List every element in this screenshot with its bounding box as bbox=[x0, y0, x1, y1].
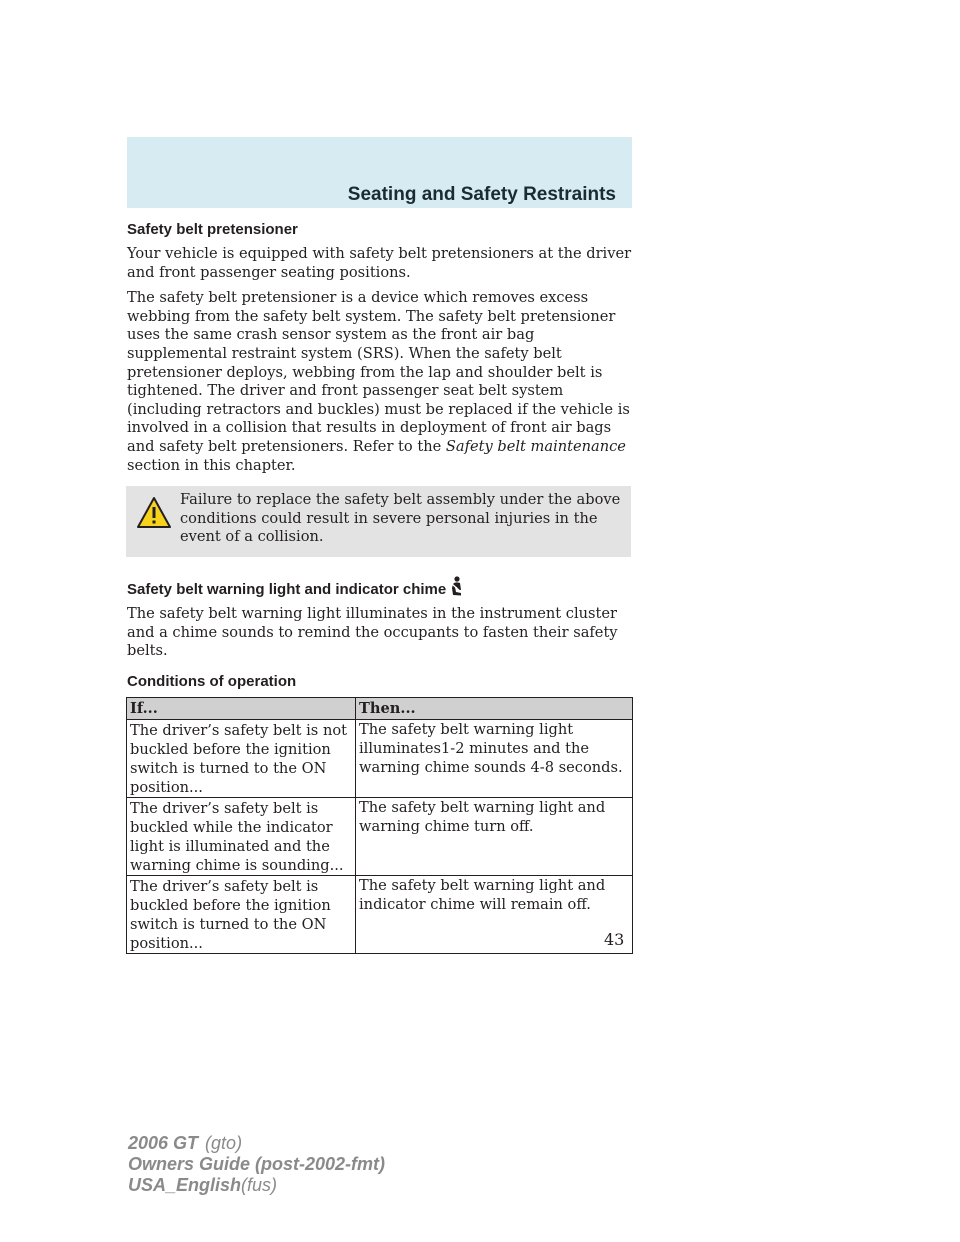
table-cell: The safety belt warning light and indicator chime will remain off. bbox=[356, 875, 633, 953]
table-row bbox=[127, 875, 633, 953]
table-header-row bbox=[127, 697, 633, 719]
column-header-then: Then... bbox=[356, 697, 633, 719]
heading-warning-light bbox=[127, 576, 632, 600]
header-band bbox=[127, 137, 632, 208]
footer-model-code: (gto) bbox=[205, 1133, 243, 1153]
paragraph-pretensioner-detail bbox=[127, 289, 632, 475]
footer-language: USA_English bbox=[128, 1175, 242, 1195]
warning-triangle-icon bbox=[136, 496, 172, 530]
heading-pretensioner: Safety belt pretensioner bbox=[127, 221, 298, 238]
table-cell: The driver’s safety belt is buckled while the indicator light is illuminated and the warning chime is sounding... bbox=[127, 797, 356, 875]
paragraph-text: The safety belt pretensioner is a device which removes excess webbing from the safety belt system. The safety belt pretensioner uses the same crash sensor system as the front air bag supplemental restraint system (SRS). When the safety belt pretensioner deploys, webbing from the lap and shoulder belt is tightened. The driver and front passenger seat belt system (including retractors and buckles) must be replaced if the vehicle is involved in a collision that results in deployment of front air bags and safety belt pretensioners. Refer to the bbox=[127, 289, 630, 455]
table-row bbox=[127, 719, 633, 797]
paragraph-pretensioner-intro: Your vehicle is equipped with safety belt pretensioners at the driver and front passenger seating positions. bbox=[127, 245, 632, 281]
footer-line bbox=[128, 1133, 385, 1154]
footer-model: 2006 GT bbox=[128, 1133, 199, 1153]
footer-guide: Owners Guide (post-2002-fmt) bbox=[128, 1154, 386, 1174]
heading-text: Safety belt warning light and indicator chime bbox=[127, 580, 447, 598]
table-cell: The safety belt warning light and warning chime turn off. bbox=[356, 797, 633, 875]
heading-conditions: Conditions of operation bbox=[127, 672, 297, 690]
section-title: Seating and Safety Restraints bbox=[347, 184, 616, 205]
table-cell: The safety belt warning light illuminates1-2 minutes and the warning chime sounds 4-8 seconds. bbox=[356, 719, 633, 797]
conditions-table bbox=[126, 697, 633, 954]
footer-line bbox=[128, 1175, 385, 1196]
table-cell: The driver’s safety belt is buckled before the ignition switch is turned to the ON position... bbox=[127, 875, 356, 953]
page-content bbox=[127, 220, 632, 954]
warning-box bbox=[126, 486, 631, 557]
page-number: 43 bbox=[604, 930, 625, 949]
table-cell: The driver’s safety belt is not buckled before the ignition switch is turned to the ON position... bbox=[127, 719, 356, 797]
footer bbox=[128, 1133, 385, 1196]
seatbelt-icon bbox=[449, 576, 463, 596]
footer-language-code: (fus) bbox=[241, 1175, 278, 1195]
warning-text: Failure to replace the safety belt assembly under the above conditions could result in severe personal injuries in the event of a collision. bbox=[180, 491, 621, 546]
cross-reference: Safety belt maintenance bbox=[445, 437, 626, 455]
paragraph-text: section in this chapter. bbox=[127, 456, 296, 474]
column-header-if: If... bbox=[127, 697, 356, 719]
paragraph-warning-light: The safety belt warning light illuminates in the instrument cluster and a chime sounds to remind the occupants to fasten their safety belts. bbox=[127, 604, 618, 660]
table-row bbox=[127, 797, 633, 875]
